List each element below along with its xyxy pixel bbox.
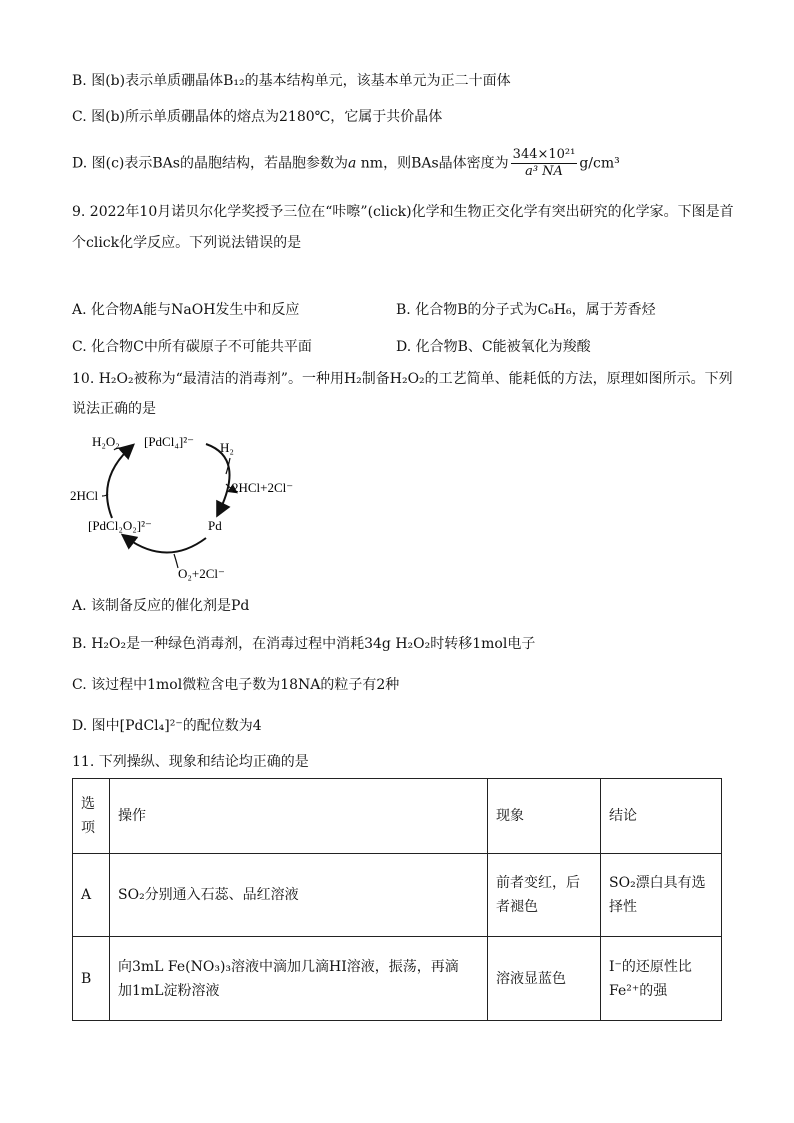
q10-option-a: A. 该制备反应的催化剂是Pd xyxy=(72,598,250,614)
q9-stem-line2: 个click化学反应。下列说法错误的是 xyxy=(72,235,302,251)
q9-stem-line1: 9. 2022年10月诺贝尔化学奖授予三位在“咔嚓”(click)化学和生物正交化学有突出研究的化学家。下图是首 xyxy=(72,204,734,220)
q10-option-c: C. 该过程中1mol微粒含电子数为18NA的粒子有2种 xyxy=(72,677,400,693)
label-pdcl4: [PdCl₄]²⁻ xyxy=(144,434,194,449)
label-o2-2cl: O₂+2Cl⁻ xyxy=(178,566,225,581)
header-conclusion: 结论 xyxy=(601,779,722,854)
row-b-conclusion: I⁻的还原性比 Fe²⁺的强 xyxy=(601,937,722,1021)
q10-option-d: D. 图中[PdCl₄]²⁻的配位数为4 xyxy=(72,718,262,734)
q9-option-c: C. 化合物C中所有碳原子不可能共平面 xyxy=(72,339,312,355)
q10-stem-line2: 说法正确的是 xyxy=(72,401,156,417)
label-h2: H₂ xyxy=(220,440,234,455)
q9-option-a: A. 化合物A能与NaOH发生中和反应 xyxy=(72,302,300,318)
header-operation: 操作 xyxy=(110,779,488,854)
table-header-row xyxy=(73,779,722,854)
q8-option-d: D. 图(c)表示BAs的晶胞结构，若晶胞参数为a nm，则BAs晶体密度为 $\frac{\text{344×10²¹}}{\text{a³ NA}}$ g/cm³ xyxy=(72,147,620,179)
catalytic-cycle-diagram xyxy=(66,428,316,588)
arc-left xyxy=(107,446,132,518)
arc-bottom xyxy=(124,536,206,553)
q10-option-b: B. H₂O₂是一种绿色消毒剂，在消毒过程中消耗34g H₂O₂时转移1mol电子 xyxy=(72,636,536,652)
header-option: 选项 xyxy=(73,779,110,854)
q8-option-b: B. 图(b)表示单质硼晶体B₁₂的基本结构单元，该基本单元为正二十面体 xyxy=(72,73,511,89)
q9-option-d: D. 化合物B、C能被氧化为羧酸 xyxy=(396,339,591,355)
row-a-option: A xyxy=(73,854,110,937)
row-a-conclusion: SO₂漂白具有选 择性 xyxy=(601,854,722,937)
row-b-operation: 向3mL Fe(NO₃)₃溶液中滴加几滴HI溶液，振荡，再滴 加1mL淀粉溶液 xyxy=(110,937,488,1021)
label-pd: Pd xyxy=(208,518,222,533)
label-pdcl2o2: [PdCl₂O₂]²⁻ xyxy=(88,518,152,533)
q10-stem-line1: 10. H₂O₂被称为“最清洁的消毒剂”。一种用H₂制备H₂O₂的工艺简单、能耗低的方法，原理如图所示。下列 xyxy=(72,371,733,387)
label-2hcl-2cl: 2HCl+2Cl⁻ xyxy=(232,480,294,495)
row-b-phenomenon: 溶液显蓝色 xyxy=(488,937,601,1021)
table-row xyxy=(73,854,722,937)
header-phenomenon: 现象 xyxy=(488,779,601,854)
q8-option-c: C. 图(b)所示单质硼晶体的熔点为2180℃，它属于共价晶体 xyxy=(72,109,443,125)
row-a-operation: SO₂分别通入石蕊、品红溶液 xyxy=(110,854,488,937)
row-a-phenomenon: 前者变红，后 者褪色 xyxy=(488,854,601,937)
label-2hcl: 2HCl xyxy=(70,488,99,503)
q9-option-b: B. 化合物B的分子式为C₆H₆，属于芳香烃 xyxy=(396,302,656,318)
q11-stem: 11. 下列操纵、现象和结论均正确的是 xyxy=(72,754,309,770)
density-fraction: $\frac{\text{344×10²¹}}{\text{a³ NA}}$ xyxy=(512,147,576,179)
row-b-option: B xyxy=(73,937,110,1021)
q11-table xyxy=(72,778,722,1021)
table-row xyxy=(73,937,722,1021)
label-h2o2: H₂O₂ xyxy=(92,434,120,449)
